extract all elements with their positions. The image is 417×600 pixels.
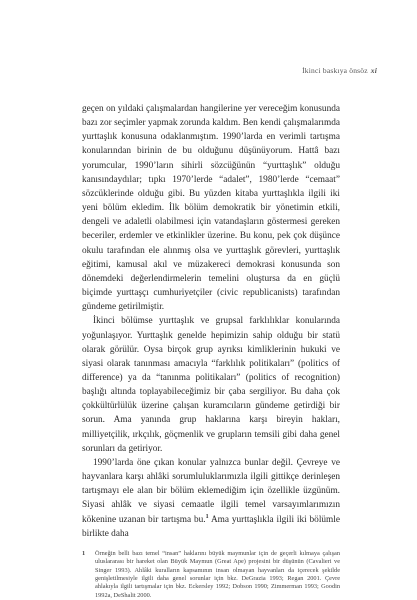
paragraph-2: İkinci bölümse yurttaşlık ve grupsal farklılıklar konularında yoğunlaşıyor. Yurttaşlık genelde hepimizin sahip olduğu bir statü olarak görülür. Oysa birçok grup ayrıksı kimliklerinin hukuki ve siyasi olarak tanınması amacıyla “farklılık politikaları” (politics of difference) ya da “tanınma politikaları” (politics of recognition) başlığı altında toplayabileceğimiz bir çaba sergiliyor. Bu daha çok çokkültürlülük üzerine çalışan kuramcıların gündeme getirdiği bir sorun. Ama yanında grup haklarına karşı bireyin hakları, milliyetçilik, ırkçılık, göçmenlik ve grupların temsili gibi daha genel sorunları da getiriyor. [82,316,340,454]
footnote-number: 1 [82,549,86,557]
main-text [82,102,340,541]
footnote-reference[interactable]: 1 [205,513,209,520]
running-header-title: İkinci baskıya önsöz [302,66,368,75]
footnote-text: Örneğin belli bazı temel “insan” haklarını büyük maymunlar için de geçerli kılmaya çalışan uluslararası bir hareket olan Büyük Maymun (Great Ape) projesini bir düşünün (Cavalieri ve Singer 1993). Ahlâki kuralların kapsamının insan olmayan hayvanları da içerecek şekilde genişletilmesiyle ilgili daha genel sorunlar için bkz. DeGrazia 1993; Regan 2001. Çevre ahlakıyla ilgili tartışmalar için bkz. Eckersley 1992; Dobson 1990; Zimmerman 1993; Goodin 1992a, DeShalit 2000. [95,549,340,599]
running-header [302,66,377,75]
footnote [82,550,340,600]
footnotes [82,550,340,600]
page-number: xi [370,66,377,75]
paragraph-3-continuation: Ama yurttaşlıkla ilgili iki bölümle birlikte daha [82,514,340,539]
page-body [82,102,340,600]
paragraph-3 [82,456,340,541]
paragraph-3-text: 1990’larda öne çıkan konular yalnızca bunlar değil. Çevreye ve hayvanlara karşı ahlâki sorumluluklarımızla ilgili gittikçe derinleşen tartışmayı ele alan bir bölüm eklemediğim için özellikle üzgünüm. Siyasi ahlâk ve siyasi cemaatle ilgili temel varsayımlarımızın kökenine uzanan bir tartışma bu. [82,457,340,525]
paragraph-1: geçen on yıldaki çalışmalardan hangilerine yer vereceğim konusunda bazı zor seçimler yapmak zorunda kaldım. Ben kendi çalışmalarımda yurttaşlık konusuna odaklanmıştım. 1990’larda en verimli tartışma konularından birinin de bu olduğunu düşünüyorum. Hattâ bazı yorumcular, 1990’ların sihirli sözcüğünün “yurttaşlık” olduğu kanısındaydılar; tıpkı 1970’lerde “adalet”, 1980’lerde “cemaat” sözcüklerinde olduğu gibi. Bu yüzden kitaba yurttaşlıkla ilgili iki yeni bölüm ekledim. İlk bölüm demokratik bir yönetimin etkili, dengeli ve adaletli olabilmesi için vatandaşların göstermesi gereken beceriler, erdemler ve etkinlikler üzerine. Bu konu, pek çok düşünce okulu tarafından ele alınmış olsa ve yurttaşlık görevleri, yurttaşlık eğitimi, kamusal akıl ve müzakereci demokrasi konusunda son dönemdeki değerlendirmelerin temelini oluştursa da en güçlü biçimde yurttaşçı cumhuriyetçiler (civic republicanists) tarafından gündeme getirilmiştir. [82,104,340,313]
